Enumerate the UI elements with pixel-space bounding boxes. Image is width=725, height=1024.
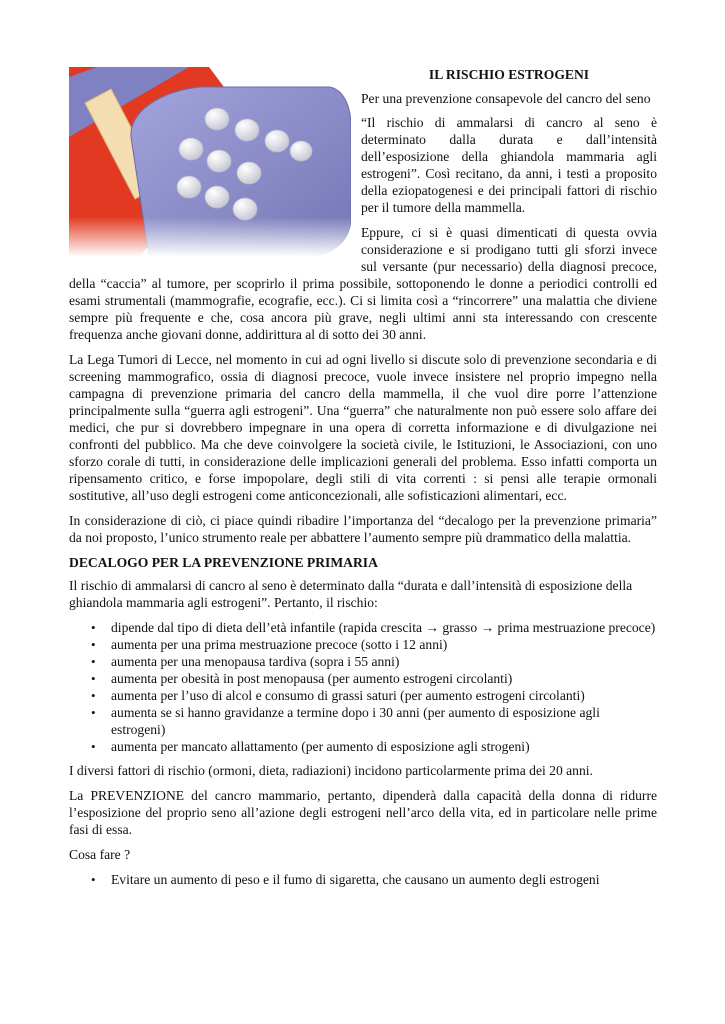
list-item: • aumenta per una menopausa tardiva (sopra i 55 anni) <box>95 653 657 670</box>
list-item: • dipende dal tipo di dieta dell’età infantile (rapida crescita → grasso → prima mestruazione precoce) <box>95 619 657 636</box>
paragraph-7: La PREVENZIONE del cancro mammario, pertanto, dipenderà dalla capacità della donna di ridurre l’esposizione del proprio seno all’azione degli estrogeni nell’arco della vita, ed in particolare nelle prime fasi di essa. <box>69 788 657 837</box>
article-subtitle: Per una prevenzione consapevole del cancro del seno <box>361 91 651 106</box>
paragraph-4: In considerazione di ciò, ci piace quindi ribadire l’importanza del “decalogo per la prevenzione primaria” da noi proposto, l’unico strumento reale per abbattere l’aumento sempre più drammatico della malattia. <box>69 513 657 545</box>
list-item: • aumenta per mancato allattamento (per aumento di esposizione agli strogeni) <box>95 738 657 755</box>
section-heading: DECALOGO PER LA PREVENZIONE PRIMARIA <box>69 555 378 570</box>
risk-list <box>69 619 657 755</box>
list-item: • aumenta per l’uso di alcol e consumo di grassi saturi (per aumento estrogeni circolanti) <box>95 687 657 704</box>
paragraph-3: La Lega Tumori di Lecce, nel momento in cui ad ogni livello si discute solo di prevenzione secondaria e di screening mammografico, ossia di diagnosi precoce, vuole invece insistere nel proprio impegno nella campagna di prevenzione primaria del cancro della mammella, il che vuol dire porre l’attenzione principalmente sulla “guerra agli estrogeni”. Una “guerra” che naturalmente non può essere solo affare dei medici, che pur si dovrebbero impegnare in una opera di corretta informazione e di divulgazione nei confronti del pubblico. Ma che deve coinvolgere la società civile, le Istituzioni, le Associazioni, con uno sforzo corale di tutti, in considerazione delle implicazioni generali del problema. Esso infatti comporta un ripensamento critico, e forse impopolare, degli stili di vita correnti : si pensi alle terapie ormonali sostitutive, all’uso degli estrogeni come anticoncezionali, alle sofisticazioni alimentari, ecc. <box>69 352 657 503</box>
list-item: • aumenta se si hanno gravidanze a termine dopo i 30 anni (per aumento di esposizione agli estrogeni) <box>95 704 657 738</box>
list-item: • aumenta per una prima mestruazione precoce (sotto i 12 anni) <box>95 636 657 653</box>
list-item: • aumenta per obesità in post menopausa (per aumento estrogeni circolanti) <box>95 670 657 687</box>
pill-blister-illustration <box>69 67 351 257</box>
article-title: IL RISCHIO ESTROGENI <box>428 67 590 82</box>
action-list <box>69 871 657 888</box>
paragraph-8: Cosa fare ? <box>69 847 131 862</box>
pill-blister-icon <box>69 67 351 257</box>
list-item: • Evitare un aumento di peso e il fumo di sigaretta, che causano un aumento degli estrogeni <box>95 871 657 888</box>
paragraph-2: Eppure, ci si è quasi dimenticati di questa ovvia considerazione e si prodigano tutti gli sforzi invece sul versante (pur necessario) della diagnosi precoce, della “caccia” al tumore, per scoprirlo il prima possibile, sottoponendo le donne a periodici controlli ed esami strumentali (mammografie, ecografie, ecc.). Ci si limita così a “rincorrere” una malattia che diviene sempre più frequente e che, cosa ancora più grave, negli ultimi anni sta interessando con crescente frequenza anche giovani donne, addirittura al di sotto dei 30 anni. <box>69 225 657 342</box>
paragraph-1: “Il rischio di ammalarsi di cancro al seno è determinato dalla durata e dall’intensità dell’esposizione della ghiandola mammaria agli estrogeni”. Così recitano, da anni, i testi a proposito della eziopatogenesi e dei principali fattori di rischio per il tumore della mammella. <box>361 115 657 215</box>
article <box>69 64 657 895</box>
paragraph-5: Il rischio di ammalarsi di cancro al seno è determinato dalla “durata e dall’intensità di esposizione della ghiandola mammaria agli estrogeni”. Pertanto, il rischio: <box>69 578 633 610</box>
paragraph-6: I diversi fattori di rischio (ormoni, dieta, radiazioni) incidono particolarmente prima dei 20 anni. <box>69 763 593 778</box>
